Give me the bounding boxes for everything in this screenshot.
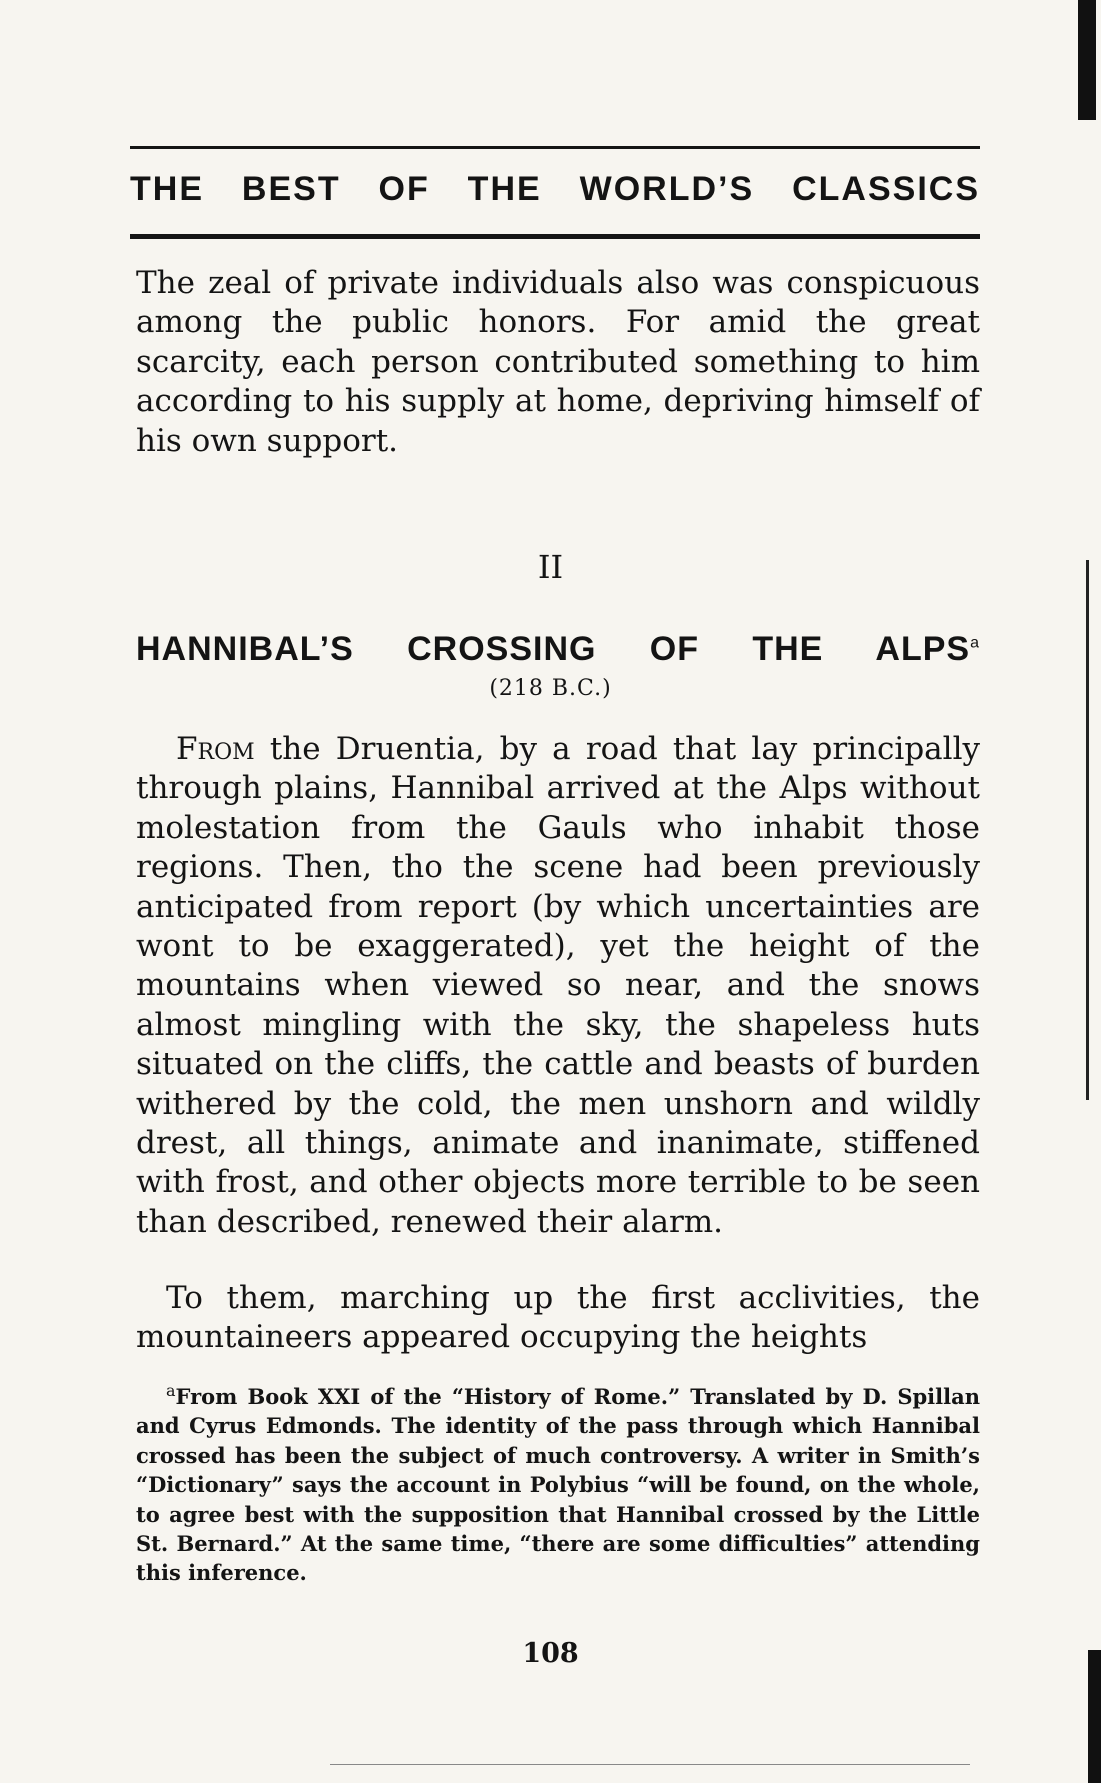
paragraph-text: To them, marching up the first acclivities, the mountaineers appeared occupying the heights bbox=[136, 1280, 980, 1356]
section-title bbox=[136, 630, 980, 669]
body-paragraph bbox=[136, 1279, 980, 1358]
header-rule-top bbox=[130, 146, 980, 149]
body-paragraph bbox=[136, 730, 980, 1242]
paragraph-text: the Druentia, by a road that lay principally through plains, Hannibal arrived at the Alps without molestation from the Gauls who inhabit those regions. Then, tho the scene had been previously anticipated from report (by which uncertainties are wont to be exaggerated), yet the height of the mountains when viewed so near, and the snows almost mingling with the sky, the shapeless huts situated on the cliffs, the cattle and beasts of burden withered by the cold, the men unshorn and wildly drest, all things, animate and inanimate, stiffened with frost, and other objects more terrible to be seen than described, renewed their alarm. bbox=[136, 731, 980, 1240]
binding-edge bbox=[1086, 560, 1089, 1100]
footnote bbox=[136, 1376, 980, 1588]
bottom-rule bbox=[330, 1764, 970, 1765]
footnote-reference: a bbox=[970, 634, 980, 652]
section-date: (218 B.C.) bbox=[489, 676, 612, 701]
drop-lead-word: From bbox=[176, 731, 255, 767]
page-number: 108 bbox=[522, 1638, 579, 1669]
footnote-marker-letter: a bbox=[166, 1381, 176, 1400]
section-title-text: HANNIBAL’S CROSSING OF THE ALPS bbox=[136, 630, 971, 668]
running-title: THE BEST OF THE WORLD’S CLASSICS bbox=[130, 170, 980, 208]
binding-edge bbox=[1078, 0, 1096, 120]
footnote-marker bbox=[136, 1381, 176, 1409]
binding-edge bbox=[1088, 1650, 1101, 1783]
section-number: II bbox=[537, 548, 564, 586]
footnote-text: From Book XXI of the “History of Rome.” Translated by D. Spillan and Cyrus Edmonds. The identity of the pass through which Hannibal crossed has been the subject of much controversy. A writer in Smith’s “Dictionary” says the account in Polybius “will be found, on the whole, to agree best with the supposition that Hannibal crossed by the Little St. Bernard.” At the same time, “there are some difficulties” attending this inference. bbox=[136, 1384, 980, 1586]
header-rule-bottom bbox=[130, 234, 980, 239]
intro-paragraph: The zeal of private individuals also was conspicuous among the public honors. For amid the great scarcity, each person contributed something to him according to his supply at home, depriving himself of his own support. bbox=[136, 265, 980, 459]
